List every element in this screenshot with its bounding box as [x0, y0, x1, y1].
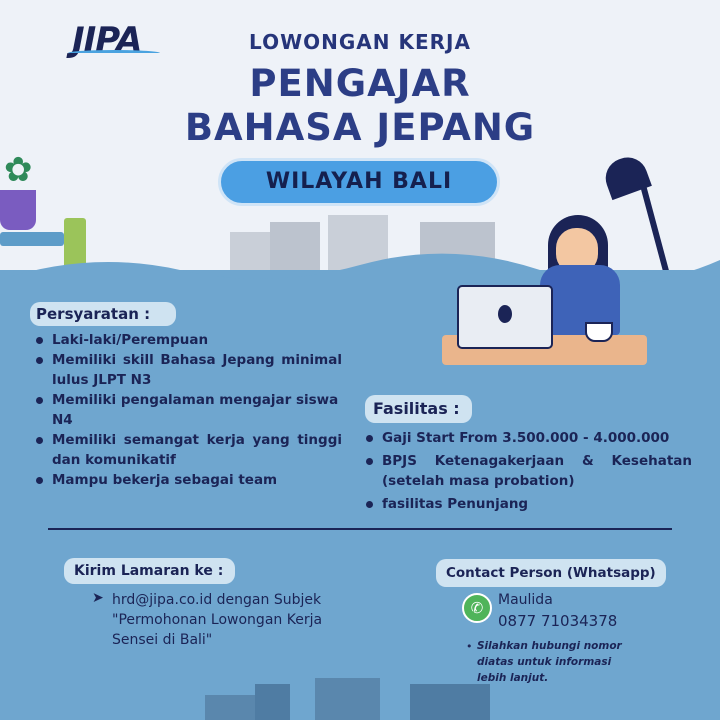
- whatsapp-icon[interactable]: ✆: [462, 593, 492, 623]
- apply-label: Kirim Lamaran ke :: [64, 558, 235, 584]
- coffee-cup-icon: [585, 322, 613, 342]
- requirement-item: Memiliki semangat kerja yang tinggi dan komunikatif: [32, 430, 342, 470]
- plant-pot-icon: [0, 190, 36, 230]
- bullet: •: [466, 640, 473, 653]
- contact-note: Silahkan hubungi nomor diatas untuk informasi lebih lanjut.: [477, 640, 622, 684]
- contact-phone[interactable]: 0877 71034378: [498, 612, 618, 630]
- divider: [48, 528, 672, 530]
- jipa-logo: JIPA: [72, 20, 141, 60]
- apply-instructions: hrd@jipa.co.id dengan Subjek "Permohonan Lowongan Kerja Sensei di Bali": [112, 592, 323, 648]
- facility-item: BPJS Ketenagakerjaan & Kesehatan (setelah masa probation): [362, 451, 692, 491]
- building: [410, 684, 490, 720]
- building: [315, 678, 380, 720]
- facility-item: Gaji Start From 3.500.000 - 4.000.000: [362, 428, 692, 448]
- plant-icon: ✿: [4, 150, 33, 190]
- requirement-item: Memiliki skill Bahasa Jepang minimal lulus JLPT N3: [32, 350, 342, 390]
- facilities-label: Fasilitas :: [365, 395, 472, 423]
- requirements-label: Persyaratan :: [30, 302, 176, 326]
- requirement-item: Mampu bekerja sebagai team: [32, 470, 342, 490]
- title-line-1: PENGAJAR: [249, 62, 471, 105]
- arrow-icon: ➤: [92, 590, 104, 606]
- title-line-2: BAHASA JEPANG: [184, 106, 536, 149]
- contact-name: Maulida: [498, 592, 553, 608]
- facilities-list: [362, 428, 692, 514]
- facility-item: fasilitas Penunjang: [362, 494, 692, 514]
- building: [255, 684, 290, 720]
- subtitle: LOWONGAN KERJA: [249, 30, 471, 54]
- requirement-item: Memiliki pengalaman mengajar siswa N4: [32, 390, 342, 430]
- apple-logo-icon: [498, 305, 512, 323]
- region-badge: WILAYAH BALI: [218, 158, 500, 206]
- requirement-item: Laki-laki/Perempuan: [32, 330, 342, 350]
- requirements-list: [32, 330, 342, 490]
- contact-label: Contact Person (Whatsapp): [436, 559, 666, 587]
